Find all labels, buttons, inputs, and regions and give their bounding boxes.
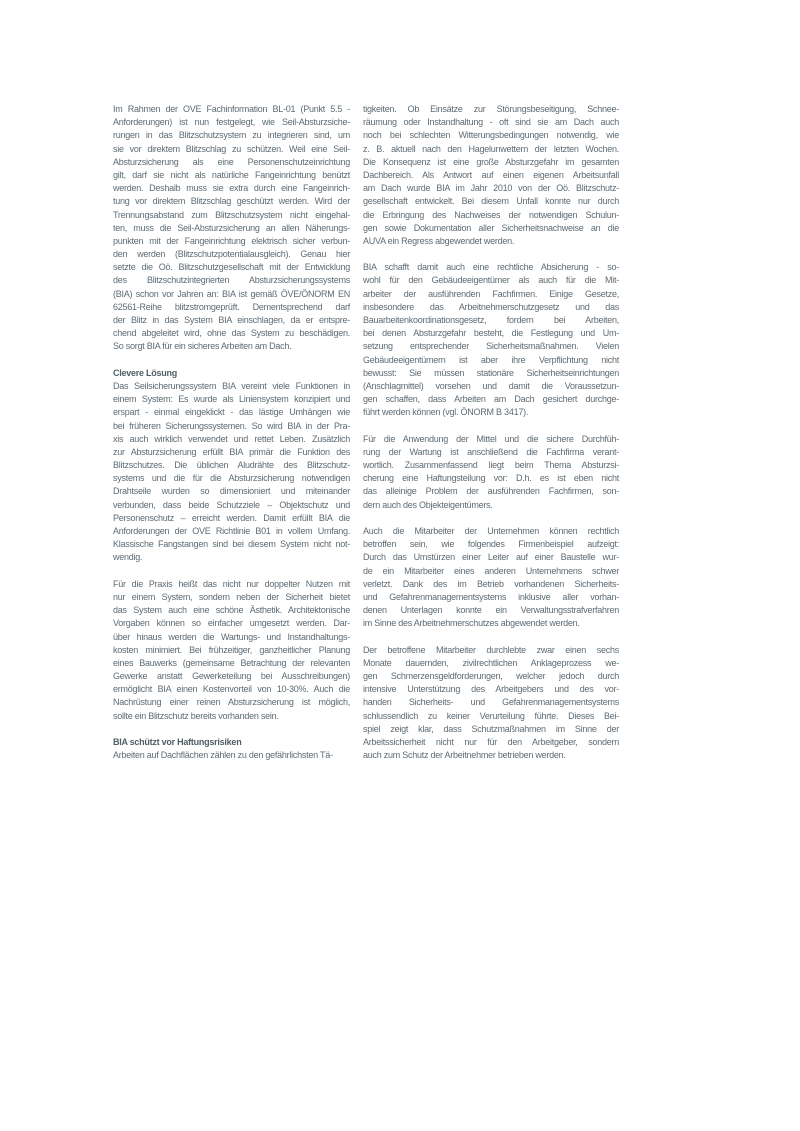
paragraph bbox=[113, 380, 350, 565]
paragraph bbox=[113, 103, 350, 354]
text-line: verletzt. Dank des im Betrieb vorhandenen Sicherheits- bbox=[363, 578, 619, 589]
text-line: ten, muss die Seil-Absturzsicherung an allen Näherungs- bbox=[113, 222, 350, 233]
text-line: Blitzschutzes. Die üblichen Aludrähte des Blitzschutz- bbox=[113, 460, 350, 471]
text-line: (Anschlagmittel) vorsehen und damit die Voraussetzun- bbox=[363, 380, 619, 391]
text-line: betroffen sein, wie folgendes Firmenbeispiel aufzeigt: bbox=[363, 539, 619, 550]
text-line: den werden (Blitzschutzpotentialausgleich). Genau hier bbox=[113, 249, 350, 260]
text-line: So sorgt BIA für ein sicheres Arbeiten am Dach. bbox=[113, 341, 292, 352]
text-line: gen sowie Dokumentation aller Sicherheitsnachweise an die bbox=[363, 222, 619, 233]
text-line: der Blitz in das System BIA einschlagen, da er entspre- bbox=[113, 315, 350, 325]
text-line: Die Konsequenz ist eine große Absturzgefahr im gesamten bbox=[363, 156, 619, 167]
text-line: und Gefahrenmanagementsystems inklusive aller vorhan- bbox=[363, 591, 619, 602]
text-line: gesellschaft entwickelt. Bei diesem Unfall konnte nur durch bbox=[363, 196, 619, 207]
text-line: bei früheren Sicherungssystemen. So wird BIA in der Pra- bbox=[113, 420, 350, 431]
text-line: ermöglicht BIA einen Kostenvorteil von 10-30%. Auch die bbox=[113, 684, 350, 695]
text-line: zur Absturzsicherung erfüllt BIA primär die Funktion des bbox=[113, 446, 350, 457]
text-line: wohl für den Gebäudeeigentümer als auch für die Mit- bbox=[363, 275, 619, 286]
text-line: bei denen Absturzgefahr besteht, die Festlegung und Um- bbox=[363, 328, 619, 339]
text-line: Arbeitssicherheit nicht nur für den Arbeitgeber, sondern bbox=[363, 737, 619, 747]
text-line: BIA schafft damit auch eine rechtliche Absicherung - so- bbox=[363, 262, 619, 273]
text-line: Das Seilsicherungssystem BIA vereint viele Funktionen in bbox=[113, 380, 350, 391]
text-line: Trennungsabstand zum Blitzschutzsystem nicht eingehal- bbox=[113, 209, 350, 220]
paragraph bbox=[363, 644, 619, 763]
text-line: AUVA ein Regress abgewendet werden. bbox=[363, 235, 515, 246]
text-line: am Dach wurde BIA im Jahr 2010 von der Oö. Blitzschutz- bbox=[363, 183, 619, 194]
text-line: über hinaus werden die Wartungs- und Instandhaltungs- bbox=[113, 631, 350, 642]
text-line: rungen in das Blitzschutzsystem zu integrieren sind, um bbox=[113, 130, 350, 141]
section-heading: BIA schützt vor Haftungsrisiken bbox=[113, 737, 242, 747]
text-line: Drahtseile wurden so dimensioniert und miteinander bbox=[113, 486, 350, 497]
text-line: wortlich. Zusammenfassend liegt beim Thema Absturzsi- bbox=[363, 460, 619, 471]
text-line: tigkeiten. Ob Einsätze zur Störungsbeseitigung, Schnee- bbox=[363, 104, 619, 114]
text-line: Im Rahmen der OVE Fachinformation BL-01 (Punkt 5.5 - bbox=[113, 104, 350, 114]
text-line: einem System: Es wurde als Liniensystem konzipiert und bbox=[113, 394, 350, 405]
text-line: Für die Praxis heißt das nicht nur doppelter Nutzen mit bbox=[113, 578, 350, 589]
text-line: chend abgeleitet wird, ohne das System zu beschädigen. bbox=[113, 328, 350, 339]
text-line: denen Unterlagen konnte ein Verwaltungsstrafverfahren bbox=[363, 605, 619, 616]
text-line: insbesondere das Arbeitnehmerschutzgesetz und das bbox=[363, 301, 619, 312]
text-line: bewusst: Sie müssen stationäre Sicherheitseinrichtungen bbox=[363, 367, 619, 378]
text-line: punkten mit der Fangeinrichtung elektrisch sicher verbun- bbox=[113, 235, 350, 246]
text-line: gen Schmerzensgeldforderungen, welcher jedoch durch bbox=[363, 671, 619, 682]
paragraph bbox=[113, 749, 350, 762]
text-line: Anforderungen) ist nun festgelegt, wie Seil-Absturzsiche- bbox=[113, 117, 350, 128]
text-line: Vorgaben können so einfacher umgesetzt werden. Dar- bbox=[113, 618, 350, 629]
article-body bbox=[113, 103, 619, 762]
text-line: (BIA) schon vor Jahren an: BIA ist gemäß ÖVE/ÖNORM EN bbox=[113, 288, 350, 299]
text-line: auch zum Schutz der Arbeitnehmer betrieben werden. bbox=[363, 750, 566, 761]
text-line: die Erbringung des Nachweises der notwendigen Schulun- bbox=[363, 209, 619, 220]
text-line: nur einem System, sondern neben der Sicherheit bietet bbox=[113, 591, 350, 602]
text-line: das alleinige Problem der ausführenden Fachfirmen, son- bbox=[363, 486, 619, 497]
paragraph bbox=[363, 525, 619, 631]
text-line: tung vor direktem Blitzschlag geschützt werden. Wird der bbox=[113, 196, 350, 207]
text-line: Monate dauernden, zivilrechtlichen Anklageprozess we- bbox=[363, 657, 619, 668]
text-line: eines Bauwerks (gemeinsame Betrachtung der relevanten bbox=[113, 657, 350, 668]
text-line: Absturzsicherung als eine Personenschutzeinrichtung bbox=[113, 156, 350, 167]
text-line: sie vor direktem Blitzschlag zu schützen. Weil eine Seil- bbox=[113, 143, 350, 154]
paragraph bbox=[113, 578, 350, 723]
text-line: de ein Mitarbeiter eines anderen Unternehmens schwer bbox=[363, 565, 619, 576]
text-line: noch bei schlechten Witterungsbedingungen notwendig, wie bbox=[363, 130, 619, 141]
text-line: gen schaffen, dass Arbeiten am Dach gesichert durchge- bbox=[363, 394, 619, 405]
text-line: xis auch wirklich verwendet und rettet Leben. Zusätzlich bbox=[113, 433, 350, 444]
text-line: des Blitzschutzintegrierten Absturzsicherungssystems bbox=[113, 275, 350, 286]
text-line: Der betroffene Mitarbeiter durchlebte zwar einen sechs bbox=[363, 644, 619, 655]
text-line: Personenschutz – erreicht werden. Damit erfüllt BIA die bbox=[113, 512, 350, 523]
text-line: Gewerke anstatt Gewerketeilung bei Ausschreibungen) bbox=[113, 671, 350, 682]
text-line: 62561-Reihe blitzstromgeprüft. Dementsprechend darf bbox=[113, 301, 350, 312]
text-line: sollte ein Blitzschutz bereits vorhanden sein. bbox=[113, 710, 279, 721]
text-line: gilt, darf sie nicht als natürliche Fangeinrichtung benützt bbox=[113, 169, 350, 180]
text-line: Nachrüstung einer reinen Absturzsicherung ist möglich, bbox=[113, 697, 350, 708]
text-line: setzte die Oö. Blitzschutzgesellschaft mit der Entwicklung bbox=[113, 262, 350, 273]
text-line: cherung eine Haftungsteilung vor: D.h. es ist eben nicht bbox=[363, 473, 619, 484]
text-line: setzung entsprechender Sicherheitsmaßnahmen. Vielen bbox=[363, 341, 619, 352]
text-line: erspart - einmal eingeklickt - das lästige Umhängen wie bbox=[113, 407, 350, 418]
text-line: Arbeiten auf Dachflächen zählen zu den gefährlichsten Tä- bbox=[113, 750, 333, 761]
text-line: handen Sicherheits- und Gefahrenmanagementsystems bbox=[363, 697, 619, 708]
text-line: z. B. aktuell nach den Hagelunwettern der letzten Wochen. bbox=[363, 143, 619, 154]
left-column bbox=[113, 103, 350, 762]
text-line: Für die Anwendung der Mittel und die sichere Durchfüh- bbox=[363, 433, 619, 444]
text-line: Anforderungen der OVE Richtlinie B01 in vollem Umfang. bbox=[113, 526, 350, 536]
text-line: im Sinne des Arbeitnehmerschutzes abgewendet werden. bbox=[363, 618, 580, 629]
section-heading: Clevere Lösung bbox=[113, 367, 178, 378]
paragraph bbox=[363, 433, 619, 512]
text-line: Gebäudeeigentümern ist aber ihre Verpflichtung nicht bbox=[363, 354, 619, 365]
text-line: Durch das Umstürzen einer Leiter auf einer Baustelle wur- bbox=[363, 552, 619, 563]
text-line: räumung oder Instandhaltung - oft sind sie am Dach auch bbox=[363, 117, 619, 128]
text-line: wendig. bbox=[113, 552, 143, 563]
text-line: schlussendlich zu keiner Verurteilung führte. Dieses Bei- bbox=[363, 710, 619, 721]
text-line: Klassische Fangstangen sind bei diesem System nicht not- bbox=[113, 539, 350, 550]
text-line: systems und die für die Absturzsicherung notwendigen bbox=[113, 473, 350, 484]
text-line: Bauarbeitenkoordinationsgesetz, fordern bei Arbeiten, bbox=[363, 315, 619, 325]
text-line: arbeiter der ausführenden Fachfirmen. Einige Gesetze, bbox=[363, 288, 619, 299]
text-line: Auch die Mitarbeiter der Unternehmen können rechtlich bbox=[363, 526, 619, 536]
text-line: rung der Wartung ist anschließend die Fachfirma verant- bbox=[363, 446, 619, 457]
text-line: dern auch des Objekteigentümers. bbox=[363, 499, 493, 510]
text-line: führt werden können (vgl. ÖNORM B 3417). bbox=[363, 407, 529, 418]
text-line: intensive Unterstützung des Arbeitgebers und des vor- bbox=[363, 684, 619, 695]
text-line: werden. Deshalb muss sie extra durch eine Fangeinrich- bbox=[113, 183, 350, 194]
text-line: das System auch eine schöne Ästhetik. Architektonische bbox=[113, 605, 350, 616]
paragraph bbox=[363, 103, 619, 248]
text-line: kosten minimiert. Bei frühzeitiger, ganzheitlicher Planung bbox=[113, 644, 350, 655]
text-line: verbunden, dass beide Schutzziele – Objektschutz und bbox=[113, 499, 350, 510]
text-line: spiel zeigt klar, dass Schutzmaßnahmen im Sinne der bbox=[363, 723, 619, 734]
right-column bbox=[363, 103, 619, 762]
paragraph bbox=[363, 261, 619, 419]
text-line: Dachbereich. Als Antwort auf einen eigenen Arbeitsunfall bbox=[363, 169, 619, 180]
